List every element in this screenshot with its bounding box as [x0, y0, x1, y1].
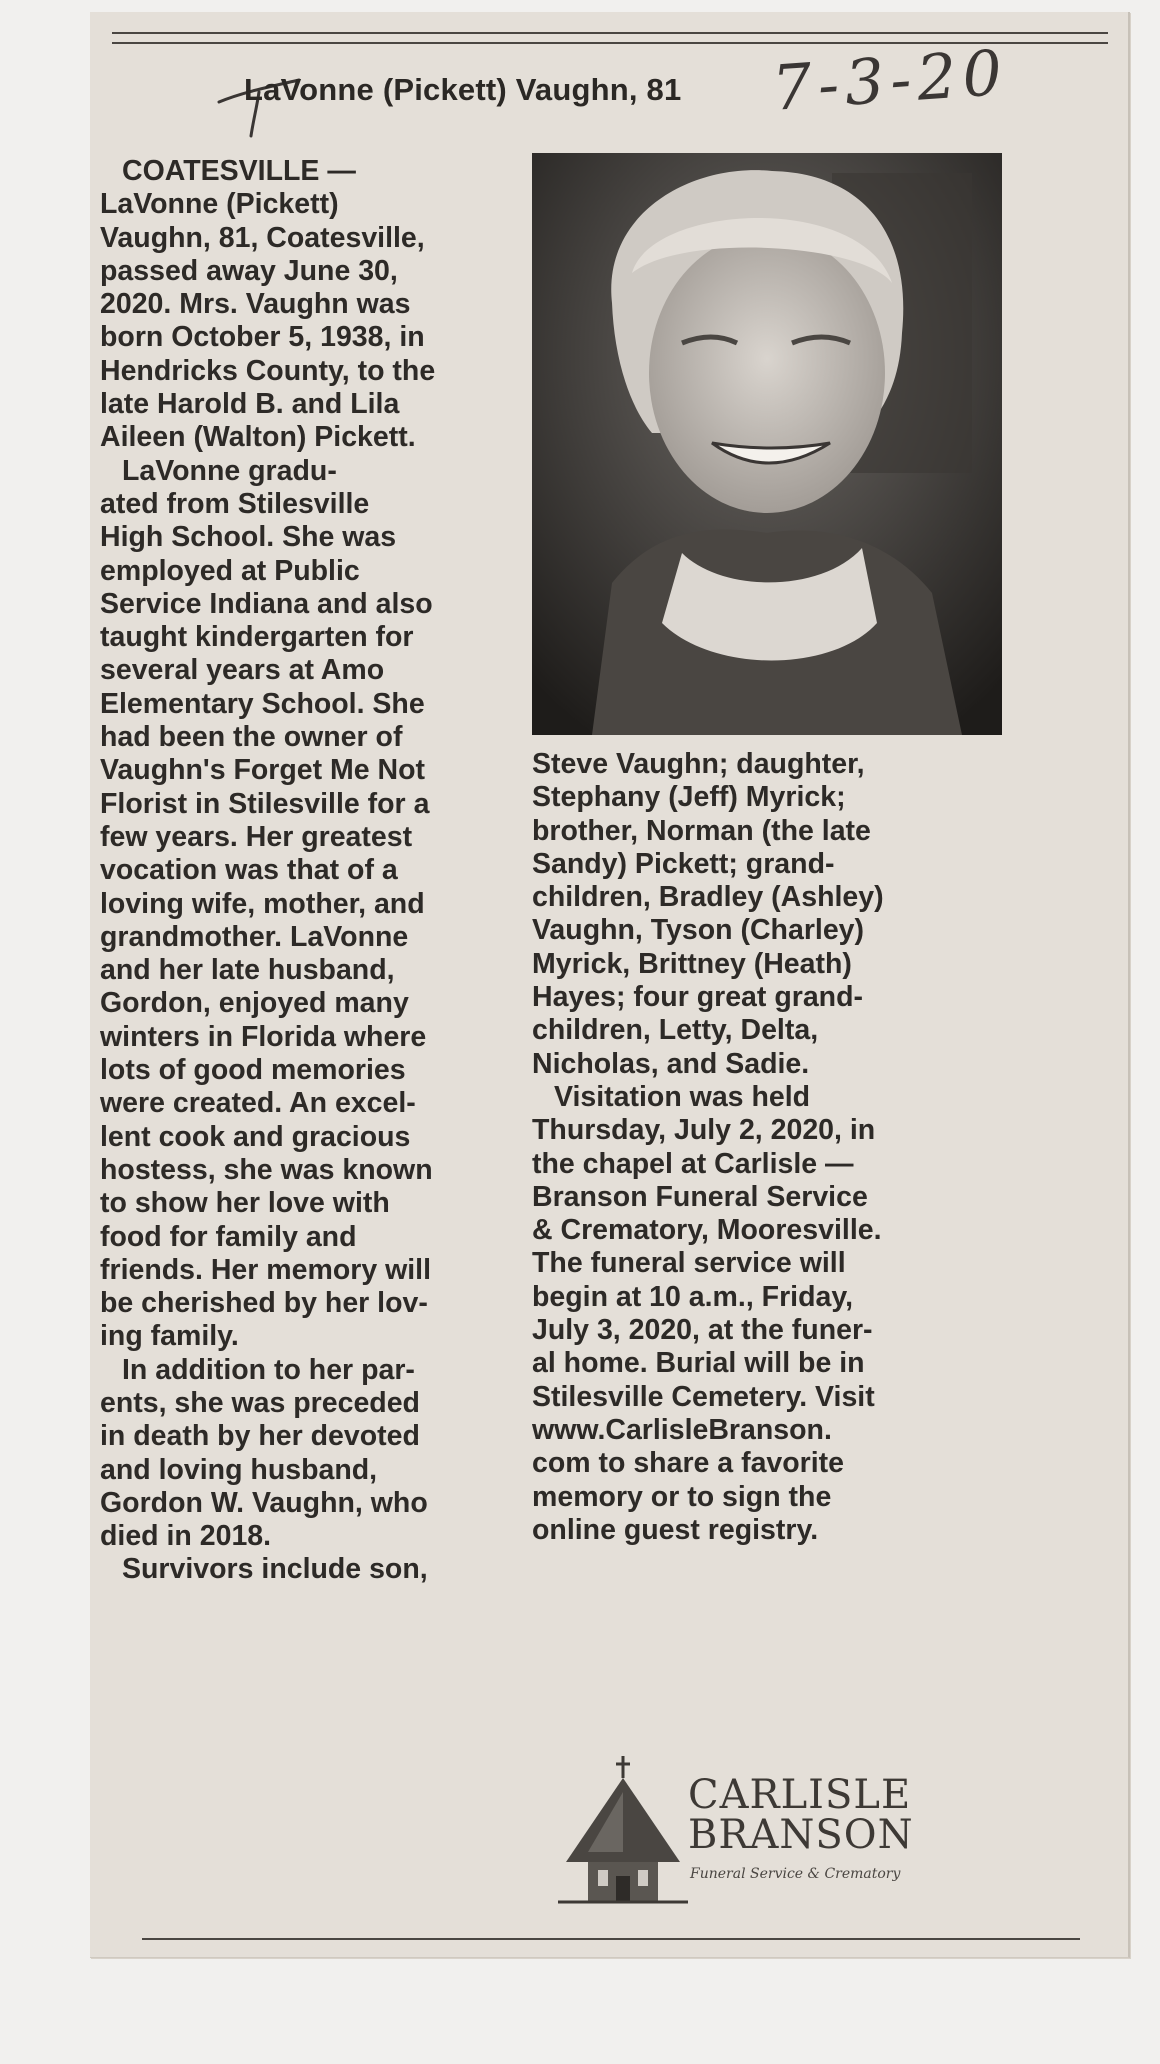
text-line: Nicholas, and Sadie.: [532, 1047, 810, 1080]
text-line: COATESVILLE —: [122, 155, 356, 187]
portrait-photo: [532, 153, 1002, 735]
text-line: Elementary School. She: [100, 687, 425, 720]
text-line: few years. Her greatest: [100, 820, 413, 853]
text-line: vocation was that of a: [100, 854, 398, 887]
text-line: in death by her devoted: [100, 1420, 420, 1453]
text-line: online guest registry.: [532, 1513, 819, 1546]
chapel-logo-icon: [558, 1752, 688, 1912]
text-line: Vaughn's Forget Me Not: [100, 754, 426, 787]
text-line: memory or to sign the: [532, 1480, 832, 1513]
top-rule: [112, 32, 1108, 34]
text-line: Aileen (Walton) Pickett.: [100, 421, 416, 454]
text-line: be cherished by her lov-: [100, 1287, 428, 1320]
logo-tagline: Funeral Service & Crematory: [690, 1866, 901, 1882]
text-line: Florist in Stilesville for a: [100, 787, 430, 820]
text-line: and loving husband,: [100, 1453, 378, 1486]
text-line: In addition to her par-: [122, 1353, 415, 1386]
text-line: begin at 10 a.m., Friday,: [532, 1280, 853, 1313]
text-line: Branson Funeral Service: [532, 1180, 868, 1213]
text-line: passed away June 30,: [100, 254, 398, 287]
text-line: lots of good memories: [100, 1054, 406, 1087]
text-line: July 3, 2020, at the funer-: [532, 1314, 873, 1347]
text-line: Stilesville Cemetery. Visit: [532, 1380, 875, 1413]
text-line: Gordon W. Vaughn, who: [100, 1486, 428, 1519]
text-line: The funeral service will: [532, 1247, 846, 1280]
text-line: loving wife, mother, and: [100, 887, 425, 920]
text-line: the chapel at Carlisle —: [532, 1147, 854, 1180]
text-line: died in 2018.: [100, 1520, 272, 1553]
text-line: Hayes; four great grand-: [532, 981, 863, 1014]
text-line: High School. She was: [100, 521, 397, 554]
text-line: employed at Public: [100, 554, 360, 587]
handwritten-date: 7-3-20: [770, 35, 1011, 125]
text-line: Vaughn, Tyson (Charley): [532, 914, 865, 947]
carlisle-branson-logo: [558, 1752, 968, 1912]
text-line: Visitation was held: [554, 1080, 811, 1113]
text-line: taught kindergarten for: [100, 621, 414, 654]
text-line: late Harold B. and Lila: [100, 388, 400, 421]
text-line: com to share a favorite: [532, 1447, 845, 1480]
obituary-headline: LaVonne (Pickett) Vaughn, 81: [244, 72, 682, 107]
text-line: were created. An excel-: [100, 1087, 416, 1120]
text-line: Stephany (Jeff) Myrick;: [532, 781, 846, 814]
text-line: lent cook and gracious: [100, 1120, 411, 1153]
text-line: to show her love with: [100, 1187, 390, 1220]
logo-wordmark-carlisle: CARLISLE: [688, 1772, 912, 1818]
text-line: Steve Vaughn; daughter,: [532, 748, 865, 780]
bottom-rule: [142, 1938, 1080, 1940]
text-line: brother, Norman (the late: [532, 814, 871, 847]
text-line: LaVonne (Pickett): [100, 188, 339, 221]
text-line: several years at Amo: [100, 654, 385, 687]
text-line: winters in Florida where: [100, 1020, 427, 1053]
text-line: friends. Her memory will: [100, 1253, 432, 1286]
text-line: Myrick, Brittney (Heath): [532, 947, 852, 980]
text-line: ing family.: [100, 1320, 239, 1353]
text-line: born October 5, 1938, in: [100, 321, 425, 354]
text-line: Service Indiana and also: [100, 587, 433, 620]
text-line: LaVonne gradu-: [122, 454, 337, 487]
text-line: & Crematory, Mooresville.: [532, 1214, 882, 1247]
text-line: Thursday, July 2, 2020, in: [532, 1114, 876, 1147]
text-line: ated from Stilesville: [100, 487, 370, 520]
text-line: children, Letty, Delta,: [532, 1014, 819, 1047]
obituary-text-right-column: [532, 748, 1092, 1547]
text-line: food for family and: [100, 1220, 357, 1253]
text-line: Gordon, enjoyed many: [100, 987, 409, 1020]
obituary-text-left-column: [100, 155, 600, 1587]
text-line: grandmother. LaVonne: [100, 920, 409, 953]
text-line: had been the owner of: [100, 721, 403, 754]
text-line: Vaughn, 81, Coatesville,: [100, 221, 425, 254]
logo-wordmark-branson: BRANSON: [688, 1812, 914, 1858]
text-line: Survivors include son,: [122, 1553, 428, 1586]
text-line: 2020. Mrs. Vaughn was: [100, 288, 411, 321]
text-line: al home. Burial will be in: [532, 1347, 865, 1380]
text-line: and her late husband,: [100, 954, 395, 987]
text-line: Hendricks County, to the: [100, 354, 436, 387]
text-line: children, Bradley (Ashley): [532, 881, 884, 914]
text-line: ents, she was preceded: [100, 1386, 420, 1419]
text-line: hostess, she was known: [100, 1153, 433, 1186]
text-line: Sandy) Pickett; grand-: [532, 847, 835, 880]
text-line: www.CarlisleBranson.: [532, 1413, 832, 1446]
